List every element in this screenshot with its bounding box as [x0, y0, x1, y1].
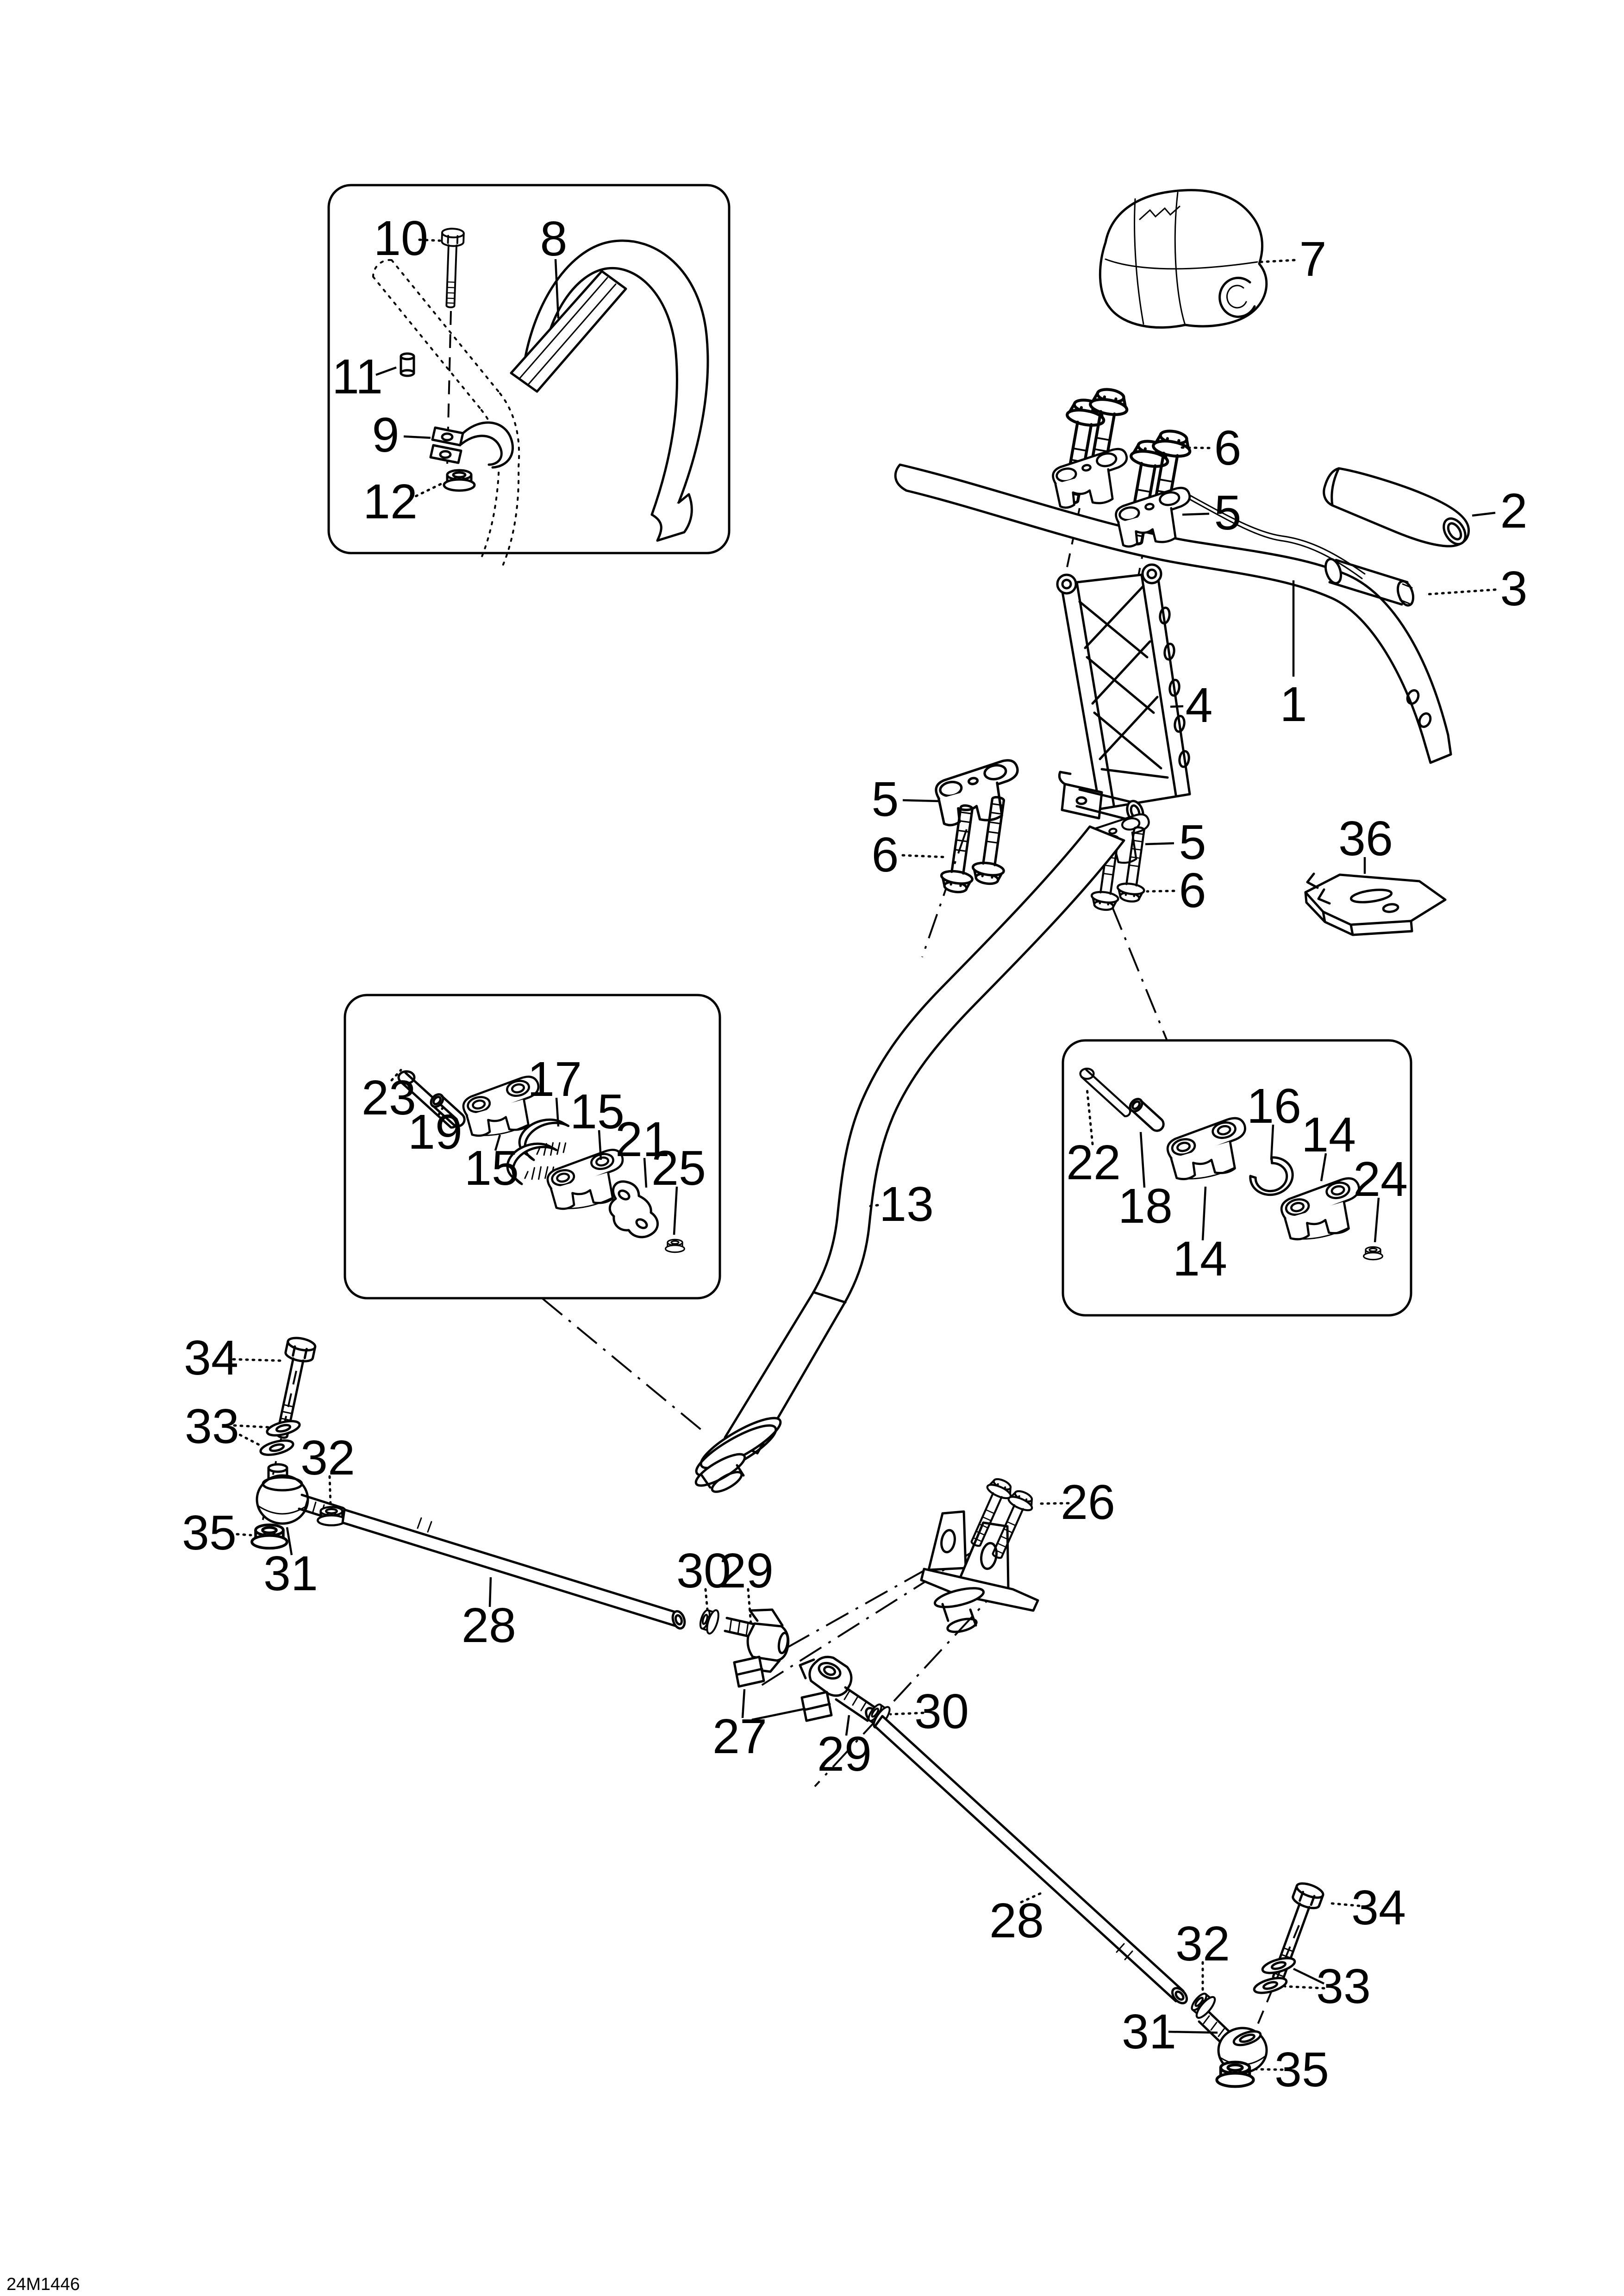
callout-6: 6 — [1214, 421, 1242, 475]
callout-2: 2 — [1500, 484, 1528, 538]
jam-nut-left — [252, 1525, 287, 1549]
handlebar-grip — [1324, 468, 1470, 548]
callout-6: 6 — [1179, 863, 1206, 918]
callout-33: 33 — [1316, 1959, 1371, 2014]
callout-35: 35 — [182, 1506, 237, 1560]
callout-7: 7 — [1299, 232, 1327, 286]
callout-5: 5 — [1179, 815, 1206, 870]
callout-24: 24 — [1353, 1152, 1408, 1207]
handle-bolt — [439, 228, 464, 308]
steering-pad-cover — [1100, 190, 1266, 328]
callout-34: 34 — [1351, 1880, 1406, 1935]
callout-35: 35 — [1274, 2042, 1329, 2097]
callout-31: 31 — [1122, 2004, 1176, 2059]
callout-8: 8 — [540, 212, 568, 266]
handlebar-clamp-upper-left — [1050, 448, 1134, 510]
steering-column — [691, 827, 1124, 1495]
leader-line-2 — [1472, 513, 1495, 516]
steering-arm-bracket — [921, 1475, 1038, 1634]
handle-hook — [511, 241, 708, 541]
callout-23: 23 — [362, 1070, 416, 1125]
callout-3: 3 — [1500, 561, 1528, 616]
callout-15: 15 — [464, 1141, 519, 1195]
riser-clamp-lower-left-group — [933, 759, 1025, 894]
callout-33: 33 — [185, 1399, 239, 1454]
callout-17: 17 — [527, 1052, 582, 1107]
leader-line-6 — [903, 855, 946, 857]
callout-1: 1 — [1280, 677, 1307, 732]
callout-29: 29 — [719, 1543, 774, 1598]
callout-18: 18 — [1118, 1179, 1173, 1233]
callout-26: 26 — [1061, 1475, 1115, 1530]
leader-line-5 — [1182, 514, 1209, 515]
callout-10: 10 — [374, 211, 428, 266]
callout-4: 4 — [1185, 678, 1213, 733]
latch-bracket — [610, 1182, 657, 1237]
callout-29: 29 — [817, 1727, 872, 1781]
leader-line-7 — [1261, 260, 1294, 262]
callout-5: 5 — [1214, 485, 1242, 540]
leader-line-13 — [870, 1205, 878, 1206]
callout-16: 16 — [1247, 1079, 1301, 1133]
callout-14: 14 — [1301, 1108, 1356, 1162]
callout-11: 11 — [331, 349, 383, 404]
leader-line-3 — [1428, 590, 1495, 594]
callout-27: 27 — [712, 1709, 767, 1764]
callout-36: 36 — [1338, 811, 1393, 866]
callout-19: 19 — [408, 1105, 462, 1159]
callout-21: 21 — [615, 1112, 670, 1167]
callout-5: 5 — [871, 772, 899, 827]
drawing-code: 24M1446 — [6, 2275, 80, 2294]
callout-28: 28 — [989, 1893, 1044, 1948]
support-plate — [1305, 874, 1445, 935]
callout-6: 6 — [871, 828, 899, 882]
rod-end-nut-left — [698, 1606, 721, 1635]
jam-nut-right — [1217, 2062, 1253, 2087]
leader-line-5 — [1145, 843, 1174, 844]
callout-15: 15 — [570, 1084, 625, 1139]
callout-32: 32 — [1175, 1916, 1230, 1971]
callout-12: 12 — [363, 474, 418, 529]
handle-nut — [444, 470, 475, 491]
callout-32: 32 — [300, 1431, 355, 1485]
leader-line-4 — [1170, 706, 1183, 707]
leader-line-9 — [404, 436, 431, 438]
leader-line-5 — [903, 800, 939, 801]
handlebar-riser — [1057, 565, 1190, 809]
handle-pin — [401, 354, 414, 376]
callout-31: 31 — [263, 1546, 318, 1601]
leader-line-34 — [233, 1359, 281, 1361]
callout-30: 30 — [676, 1543, 731, 1598]
handle-clamp — [431, 423, 513, 467]
callout-13: 13 — [879, 1177, 934, 1232]
callout-25: 25 — [651, 1141, 706, 1195]
rod-nut-left — [318, 1507, 345, 1525]
callout-34: 34 — [184, 1331, 238, 1385]
tie-rod-right — [875, 1716, 1190, 2006]
leader-line-33 — [234, 1425, 269, 1427]
callout-22: 22 — [1066, 1135, 1121, 1190]
callout-28: 28 — [462, 1598, 516, 1653]
callout-9: 9 — [372, 408, 400, 462]
callout-14: 14 — [1173, 1232, 1227, 1286]
callout-30: 30 — [914, 1684, 969, 1739]
